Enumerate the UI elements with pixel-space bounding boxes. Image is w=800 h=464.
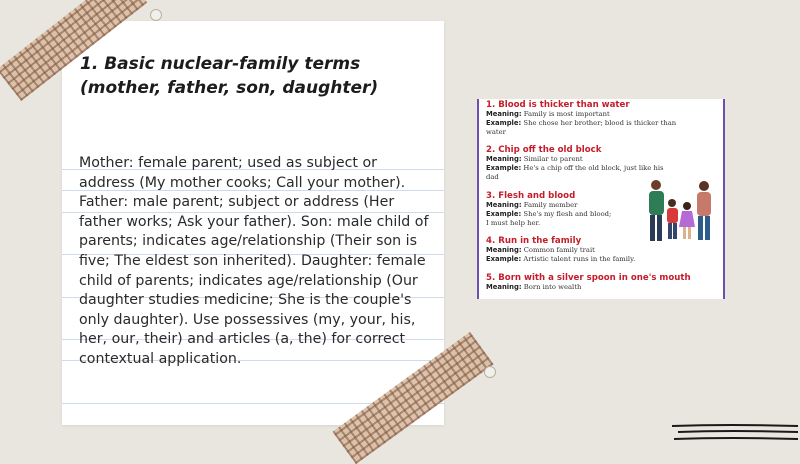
idiom-example [486, 255, 635, 264]
example-text: He's a chip off the old block, just like his [523, 163, 664, 172]
card-body: Mother: female parent; used as subject or address (My mother cooks; Call your mother). Father: male parent; subject or address (Her father works; Ask your father). Son: male child of parents; indicates age/relationship (Their son is five; The eldest son inherited). Daughter: female child of parents; indicates age/relationship (Our daughter studies medicine; She is the couple's only daughter). Use possessives (my, your, his, her, our, their) and articles (a, the) for correct contextual application. [79, 155, 429, 367]
idiom-meaning [486, 201, 611, 210]
meaning-label: Meaning: [486, 155, 522, 163]
meaning-text: Family member [523, 201, 578, 209]
idiom-title: 2. Chip off the old block [486, 145, 602, 155]
example-label: Example: [486, 163, 522, 172]
idiom-item [486, 236, 635, 264]
idiom-title: 4. Run in the family [486, 236, 582, 246]
idiom-example-cont: I must help her. [486, 218, 541, 227]
idiom-item [486, 191, 611, 227]
example-label: Example: [486, 118, 522, 127]
example-text: She's my flesh and blood; [523, 209, 612, 218]
family-illustration [642, 179, 718, 271]
meaning-text: Family is most important [523, 110, 610, 118]
idiom-meaning [486, 246, 635, 255]
idiom-example [486, 119, 676, 128]
decorative-lines [670, 420, 800, 446]
meaning-text: Common family trait [523, 246, 595, 254]
example-label: Example: [486, 254, 522, 263]
idiom-title: 1. Blood is thicker than water [486, 100, 630, 110]
pin-icon [150, 9, 162, 21]
idiom-meaning [486, 110, 676, 119]
example-text: She chose her brother; blood is thicker than [523, 118, 677, 127]
idiom-item [486, 145, 664, 181]
idiom-example-cont: water [486, 127, 506, 136]
idiom-example [486, 210, 611, 219]
meaning-label: Meaning: [486, 110, 522, 118]
idiom-item [486, 100, 676, 136]
idiom-item [486, 273, 691, 292]
meaning-label: Meaning: [486, 201, 522, 209]
meaning-label: Meaning: [486, 246, 522, 254]
pin-icon [484, 366, 496, 378]
idiom-title: 5. Born with a silver spoon in one's mouth [486, 273, 691, 283]
meaning-text: Similar to parent [523, 155, 583, 163]
idiom-title: 3. Flesh and blood [486, 191, 576, 201]
idiom-meaning [486, 283, 691, 292]
card-title: 1. Basic nuclear-family terms (mother, father, son, daughter) [80, 54, 379, 98]
idiom-image [477, 99, 725, 299]
idiom-example [486, 164, 664, 173]
note-card [62, 21, 444, 425]
example-label: Example: [486, 209, 522, 218]
example-text: Artistic talent runs in the family. [523, 254, 636, 263]
idiom-example-cont: dad [486, 172, 499, 181]
idiom-meaning [486, 155, 664, 164]
meaning-label: Meaning: [486, 283, 522, 291]
meaning-text: Born into wealth [523, 283, 582, 291]
